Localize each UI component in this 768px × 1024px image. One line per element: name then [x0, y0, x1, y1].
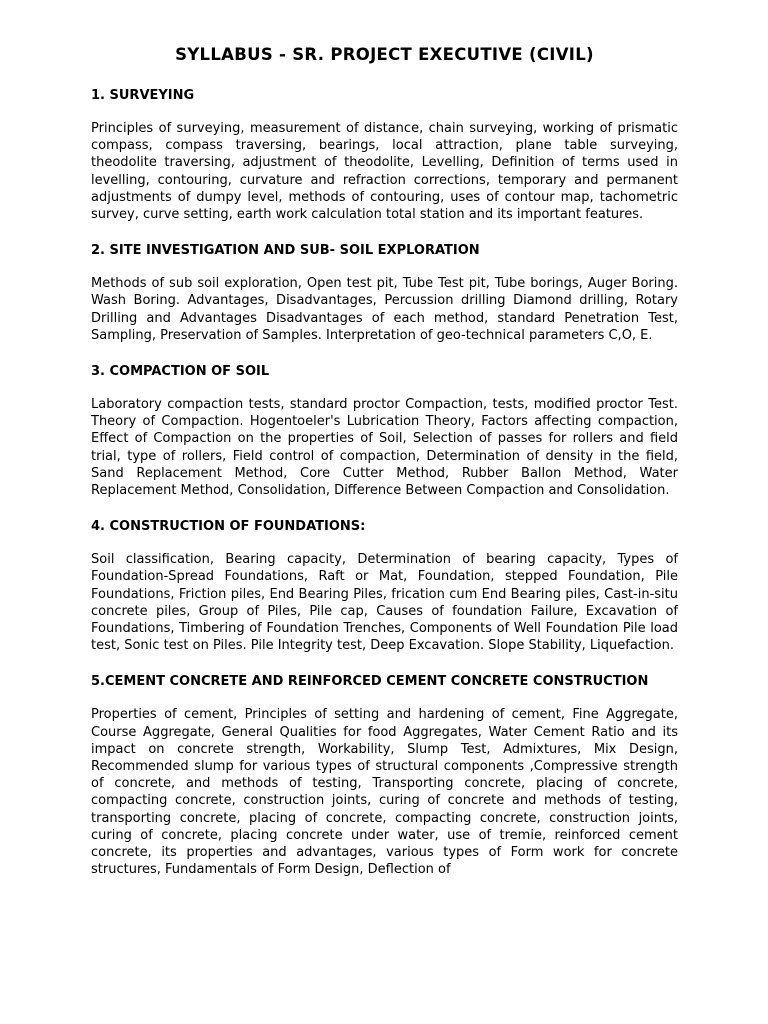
document-page — [91, 44, 678, 897]
section-body: Soil classification, Bearing capacity, Determination of bearing capacity, Types of Foundation-Spread Foundations, Raft or Mat, Foundation, stepped Foundation, Pile Foundations, Friction piles, End Bearing Piles, frication cum End Bearing piles, Cast-in-situ concrete piles, Group of Piles, Pile cap, Causes of foundation Failure, Excavation of Foundations, Timbering of Foundation Trenches, Components of Well Foundation Pile load test, Sonic test on Piles. Pile Integrity test, Deep Excavation. Slope Stability, Liquefaction. — [91, 552, 678, 654]
section-heading: 3. COMPACTION OF SOIL — [91, 364, 270, 380]
section-construction-of-foundations — [91, 517, 678, 654]
section-body: Principles of surveying, measurement of distance, chain surveying, working of prismatic compass, compass traversing, bearings, local attraction, plane table surveying, theodolite traversing, adjustment of theodolite, Levelling, Definition of terms used in levelling, contouring, curvature and refraction corrections, temporary and permanent adjustments of dumpy level, methods of contouring, uses of contour map, tachometric survey, curve setting, earth work calculation total station and its important features. — [91, 121, 678, 223]
document-title: SYLLABUS - SR. PROJECT EXECUTIVE (CIVIL) — [175, 45, 594, 64]
section-heading: 1. SURVEYING — [91, 88, 195, 103]
section-body: Methods of sub soil exploration, Open test pit, Tube Test pit, Tube borings, Auger Boring. Wash Boring. Advantages, Disadvantages, Percussion drilling Diamond drilling, Rotary Drilling and Advantages Disadvantages of each method, standard Penetration Test, Sampling, Preservation of Samples. Interpretation of geo-technical parameters C,O, E. — [91, 276, 678, 343]
section-body: Laboratory compaction tests, standard proctor Compaction, tests, modified proctor Test. Theory of Compaction. Hogentoeler's Lubrication Theory, Factors affecting compaction, Effect of Compaction on the properties of Soil, Selection of passes for rollers and field trial, type of rollers, Field control of compaction, Determination of density in the field, Sand Replacement Method, Core Cutter Method, Rubber Ballon Method, Water Replacement Method, Consolidation, Difference Between Compaction and Consolidation. — [91, 397, 678, 499]
section-surveying — [91, 86, 678, 223]
section-cement-concrete — [91, 672, 678, 878]
section-compaction-of-soil — [91, 362, 678, 499]
section-site-investigation — [91, 241, 678, 344]
section-heading: 4. CONSTRUCTION OF FOUNDATIONS: — [91, 519, 366, 535]
section-heading: 2. SITE INVESTIGATION AND SUB- SOIL EXPLORATION — [91, 243, 480, 259]
section-heading: 5.CEMENT CONCRETE AND REINFORCED CEMENT CONCRETE CONSTRUCTION — [91, 674, 649, 690]
section-body: Properties of cement, Principles of setting and hardening of cement, Fine Aggregate, Course Aggregate, General Qualities for food Aggregates, Water Cement Ratio and its impact on concrete strength, Workability, Slump Test, Admixtures, Mix Design, Recommended slump for various types of structural components ,Compressive strength of concrete, and methods of testing, Transporting concrete, placing of concrete, compacting concrete, construction joints, curing of concrete and methods of testing, transporting concrete, placing of concrete, compacting concrete, construction joints, curing of concrete, placing concrete under water, use of tremie, reinforced cement concrete, its properties and advantages, various types of Form work for concrete structures, Fundamentals of Form Design, Deflection of — [91, 707, 678, 878]
